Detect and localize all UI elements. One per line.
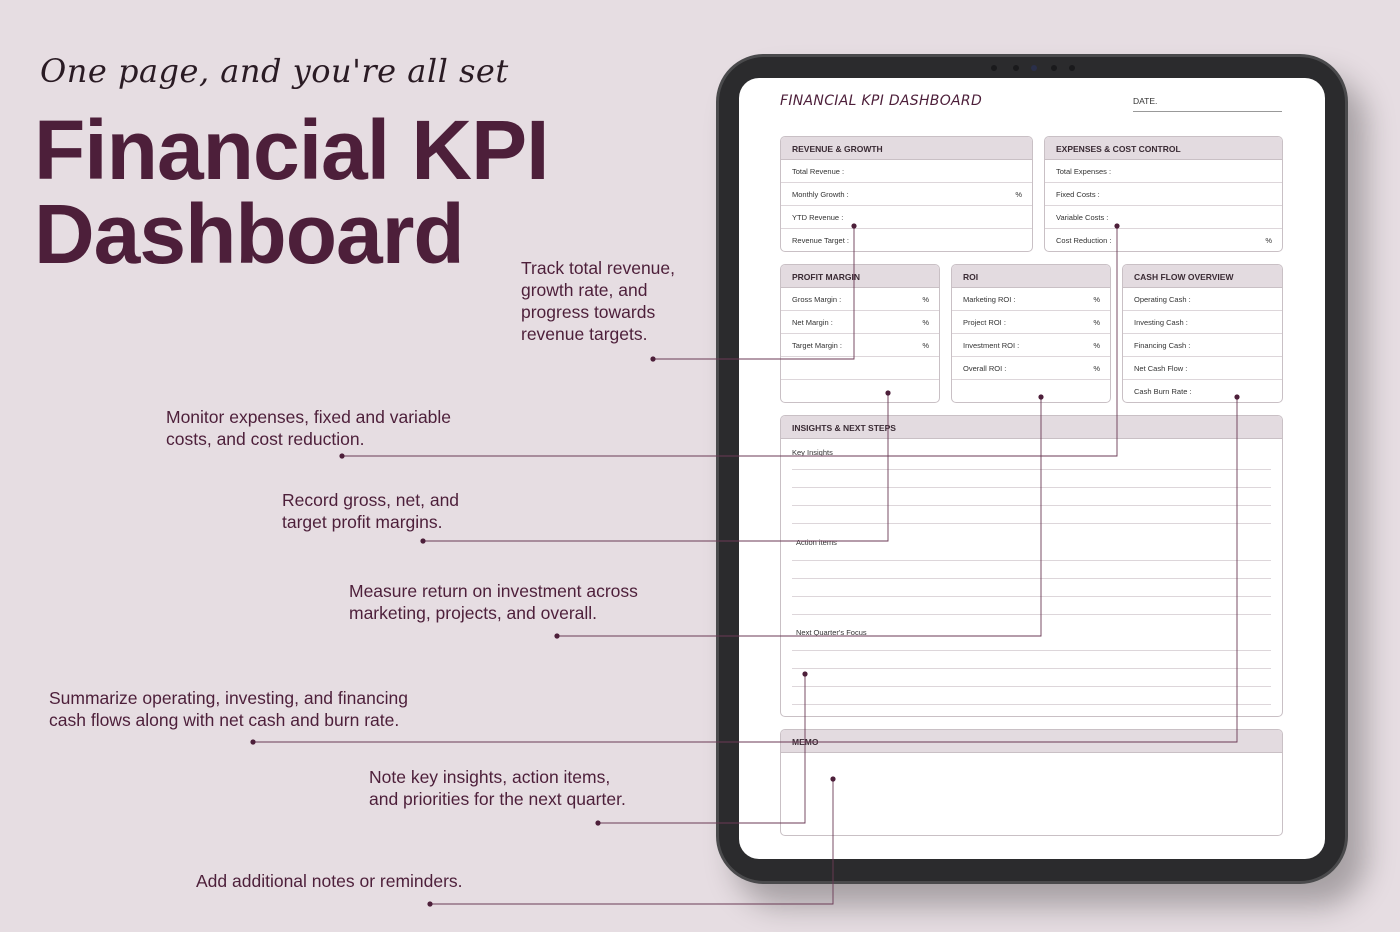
cashflow-row-label: Investing Cash :: [1134, 318, 1188, 327]
profit-margin-section: [780, 264, 940, 403]
ruled-line[interactable]: [792, 704, 1271, 705]
roi-row-label: Project ROI :: [963, 318, 1006, 327]
profit-row[interactable]: [781, 311, 939, 334]
cashflow-row-label: Net Cash Flow :: [1134, 364, 1188, 373]
revenue-growth-header: REVENUE & GROWTH: [781, 137, 1032, 160]
camera-dot: [1069, 65, 1075, 71]
profit-margin-header: PROFIT MARGIN: [781, 265, 939, 288]
percent-sign: %: [1093, 318, 1100, 327]
expenses-row-label: Variable Costs :: [1056, 213, 1109, 222]
main-title: [34, 103, 549, 281]
connector-dot: [554, 633, 559, 638]
camera-dot: [991, 65, 997, 71]
connector-dot: [339, 453, 344, 458]
connector-dot: [250, 739, 255, 744]
ruled-line[interactable]: [792, 523, 1271, 524]
connector-dot: [650, 356, 655, 361]
revenue-row-label: Revenue Target :: [792, 236, 849, 245]
roi-row[interactable]: [952, 288, 1110, 311]
ruled-line[interactable]: [792, 650, 1271, 651]
cashflow-row-label: Cash Burn Rate :: [1134, 387, 1192, 396]
cashflow-row[interactable]: [1123, 311, 1282, 334]
ruled-line[interactable]: [792, 668, 1271, 669]
next-quarter-label: Next Quarter's Focus: [796, 628, 867, 637]
revenue-row[interactable]: [781, 206, 1032, 229]
ruled-line[interactable]: [792, 505, 1271, 506]
roi-header: ROI: [952, 265, 1110, 288]
percent-sign: %: [922, 318, 929, 327]
connector-dot: [420, 538, 425, 543]
callout-insights: Note key insights, action items, and priorities for the next quarter.: [369, 767, 626, 809]
camera-dot: [1051, 65, 1057, 71]
ruled-line[interactable]: [792, 578, 1271, 579]
revenue-row[interactable]: [781, 229, 1032, 252]
memo-section[interactable]: [780, 729, 1283, 836]
profit-row[interactable]: [781, 334, 939, 357]
callout-memo: Add additional notes or reminders.: [196, 871, 463, 891]
revenue-row-label: Total Revenue :: [792, 167, 845, 176]
profit-row-label: Net Margin :: [792, 318, 833, 327]
revenue-row[interactable]: [781, 160, 1032, 183]
percent-sign: %: [1015, 190, 1022, 199]
cash-flow-section: [1122, 264, 1283, 403]
camera-dot: [1013, 65, 1019, 71]
memo-header: MEMO: [781, 730, 1282, 753]
expenses-section: [1044, 136, 1283, 252]
profit-row[interactable]: [781, 357, 939, 380]
percent-sign: %: [922, 341, 929, 350]
revenue-row-label: Monthly Growth :: [792, 190, 849, 199]
callout-roi: Measure return on investment across marketing, projects, and overall.: [349, 581, 638, 623]
expenses-row-label: Cost Reduction :: [1056, 236, 1112, 245]
insights-section: [780, 415, 1283, 717]
revenue-row[interactable]: [781, 183, 1032, 206]
action-items-label: Action items: [796, 538, 837, 547]
ruled-line[interactable]: [792, 469, 1271, 470]
date-field[interactable]: DATE.: [1133, 96, 1282, 112]
callout-cashflow: Summarize operating, investing, and financing cash flows along with net cash and burn rate.: [49, 688, 408, 730]
main-title-line-2: Dashboard: [34, 187, 464, 281]
cash-flow-header: CASH FLOW OVERVIEW: [1123, 265, 1282, 288]
percent-sign: %: [1093, 341, 1100, 350]
cashflow-row[interactable]: [1123, 357, 1282, 380]
expenses-row[interactable]: [1045, 206, 1282, 229]
roi-row[interactable]: [952, 357, 1110, 380]
expenses-row[interactable]: [1045, 229, 1282, 252]
roi-row-label: Marketing ROI :: [963, 295, 1016, 304]
revenue-growth-section: [780, 136, 1033, 252]
cashflow-row-label: Operating Cash :: [1134, 295, 1191, 304]
percent-sign: %: [1093, 364, 1100, 373]
profit-row-label: Gross Margin :: [792, 295, 842, 304]
expenses-row-label: Fixed Costs :: [1056, 190, 1100, 199]
insights-header: INSIGHTS & NEXT STEPS: [781, 416, 1282, 439]
tablet-screen: [739, 78, 1325, 859]
cashflow-row-label: Financing Cash :: [1134, 341, 1191, 350]
percent-sign: %: [1093, 295, 1100, 304]
connector-dot: [595, 820, 600, 825]
roi-row-label: Investment ROI :: [963, 341, 1020, 350]
expenses-row[interactable]: [1045, 160, 1282, 183]
main-title-line-1: Financial KPI: [34, 103, 549, 197]
ruled-line[interactable]: [792, 560, 1271, 561]
ruled-line[interactable]: [792, 487, 1271, 488]
doc-title: FINANCIAL KPI DASHBOARD: [780, 93, 983, 109]
callout-expenses: Monitor expenses, fixed and variable costs, and cost reduction.: [166, 407, 452, 449]
ruled-line[interactable]: [792, 596, 1271, 597]
expenses-row-label: Total Expenses :: [1056, 167, 1112, 176]
callout-revenue: Track total revenue, growth rate, and progress towards revenue targets.: [521, 258, 676, 344]
cashflow-row[interactable]: [1123, 288, 1282, 311]
camera-lens: [1031, 65, 1037, 71]
roi-row[interactable]: [952, 311, 1110, 334]
cashflow-row[interactable]: [1123, 380, 1282, 403]
callout-profit: Record gross, net, and target profit margins.: [282, 490, 460, 532]
ruled-line[interactable]: [792, 686, 1271, 687]
roi-row-label: Overall ROI :: [963, 364, 1007, 373]
tagline: One page, and you're all set: [40, 52, 509, 90]
percent-sign: %: [922, 295, 929, 304]
expenses-header: EXPENSES & COST CONTROL: [1045, 137, 1282, 160]
roi-section: [951, 264, 1111, 403]
expenses-row[interactable]: [1045, 183, 1282, 206]
roi-row[interactable]: [952, 334, 1110, 357]
connector-dot: [427, 901, 432, 906]
ruled-line[interactable]: [792, 614, 1271, 615]
key-insights-label: Key Insights: [792, 448, 833, 457]
percent-sign: %: [1265, 236, 1272, 245]
cashflow-row[interactable]: [1123, 334, 1282, 357]
profit-row[interactable]: [781, 288, 939, 311]
revenue-row-label: YTD Revenue :: [792, 213, 844, 222]
profit-row-label: Target Margin :: [792, 341, 843, 350]
